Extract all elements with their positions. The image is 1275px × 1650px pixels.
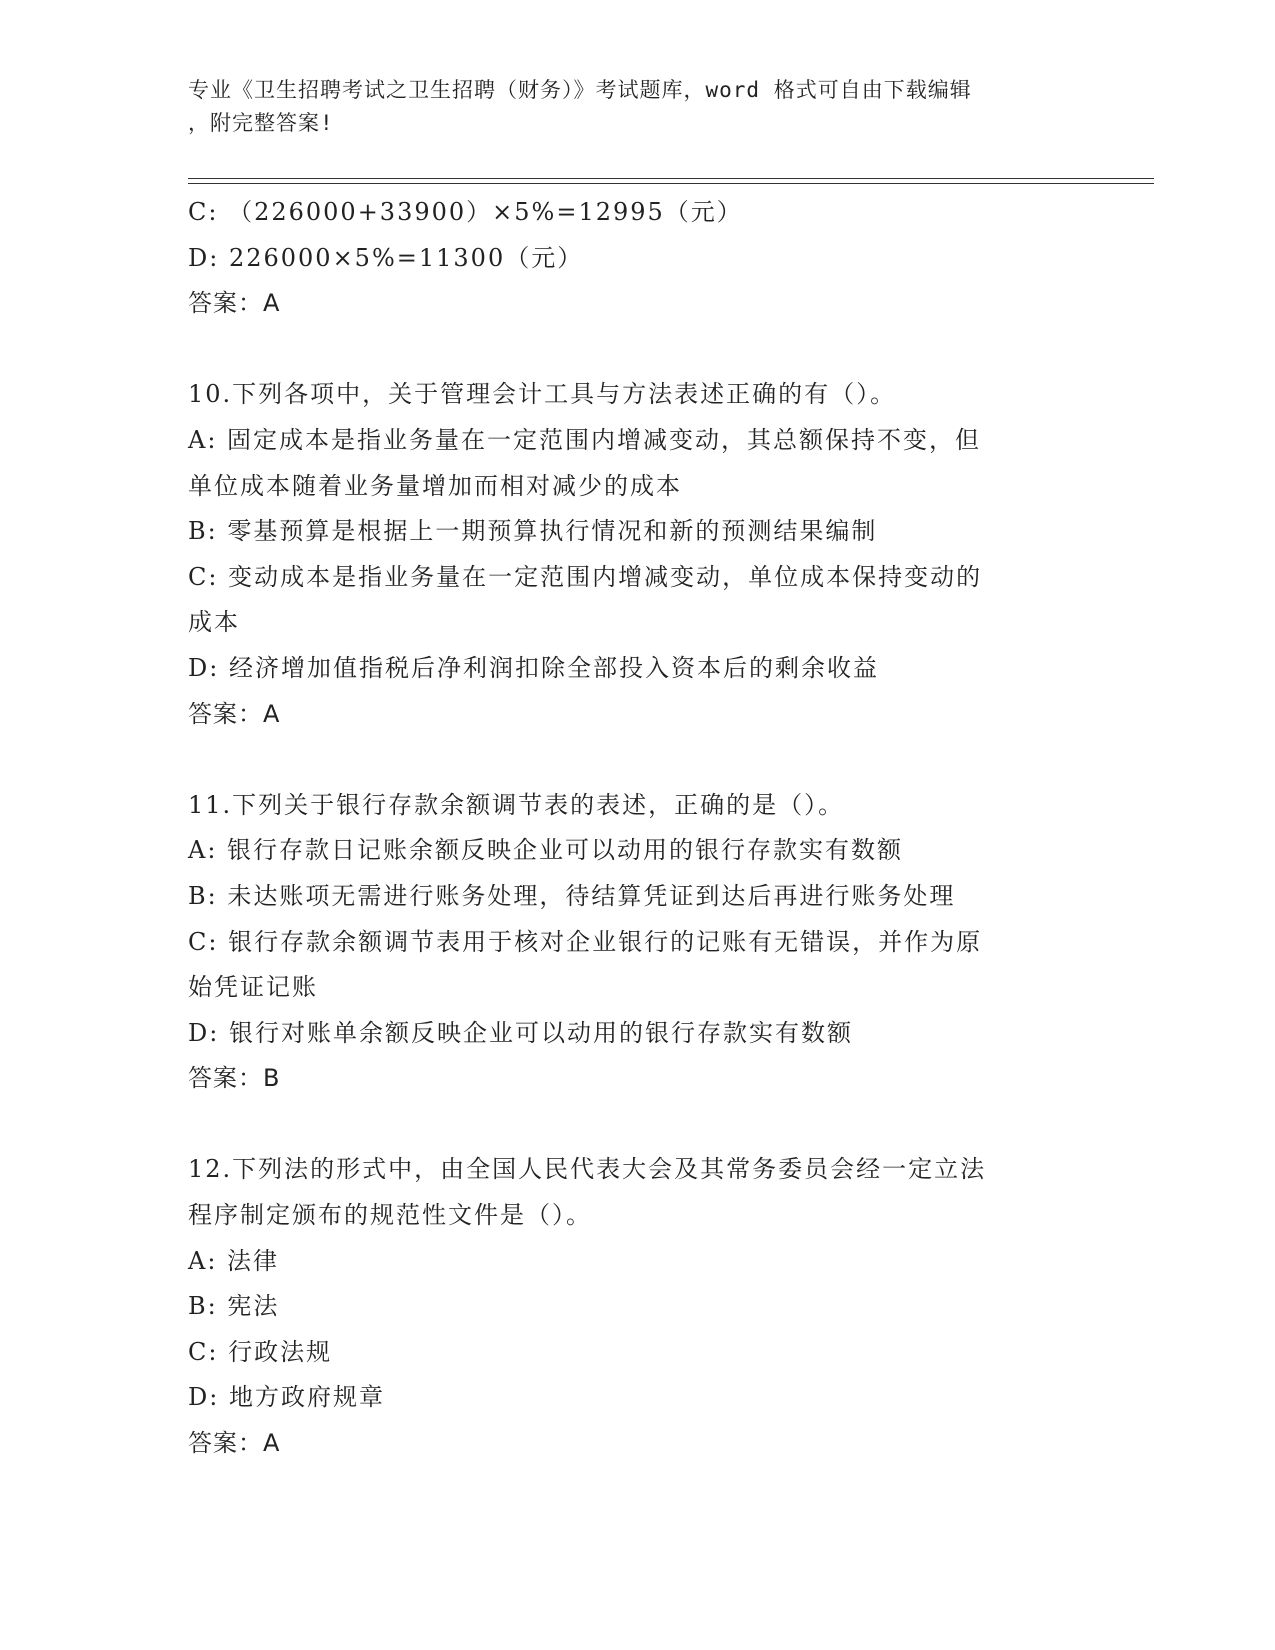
spacer	[188, 327, 1088, 373]
question-10	[188, 372, 1088, 737]
question-9-tail	[188, 190, 1088, 327]
header-title-line-1: 专业《卫生招聘考试之卫生招聘（财务）》考试题库，word 格式可自由下载编辑	[188, 78, 972, 102]
question-11	[188, 783, 1088, 1102]
answer-line: 答案：A	[188, 289, 281, 318]
option-c: C: （226000+33900）×5%=12995（元）	[188, 198, 743, 226]
option-b: B: 宪法	[188, 1292, 280, 1321]
spacer	[188, 1102, 1088, 1148]
option-a: A: 法律	[188, 1246, 280, 1275]
option-b: B: 未达账项无需进行账务处理，待结算凭证到达后再进行账务处理	[188, 881, 956, 910]
option-d: D: 经济增加值指税后净利润扣除全部投入资本后的剩余收益	[188, 653, 879, 682]
header-divider-top	[188, 178, 1154, 179]
option-b: B: 零基预算是根据上一期预算执行情况和新的预测结果编制	[188, 517, 878, 546]
option-d: D: 银行对账单余额反映企业可以动用的银行存款实有数额	[188, 1018, 853, 1047]
answer-line: 答案：B	[188, 1064, 281, 1093]
question-stem: 12.下列法的形式中，由全国人民代表大会及其常务委员会经一定立法	[188, 1155, 987, 1184]
option-c: C: 银行存款余额调节表用于核对企业银行的记账有无错误，并作为原	[188, 927, 983, 956]
question-list	[188, 190, 1088, 1467]
question-stem-continued: 程序制定颁布的规范性文件是（）。	[188, 1201, 592, 1230]
question-stem: 11.下列关于银行存款余额调节表的表述，正确的是（）。	[188, 790, 845, 819]
option-a: A: 银行存款日记账余额反映企业可以动用的银行存款实有数额	[188, 836, 904, 865]
option-c-continued: 始凭证记账	[188, 973, 318, 1002]
answer-line: 答案：A	[188, 699, 281, 728]
option-c: C: 变动成本是指业务量在一定范围内增减变动，单位成本保持变动的	[188, 562, 983, 591]
option-a-continued: 单位成本随着业务量增加而相对减少的成本	[188, 471, 682, 500]
answer-line: 答案：A	[188, 1429, 281, 1458]
option-d: D: 226000×5%=11300（元）	[188, 243, 584, 272]
question-stem: 10.下列各项中，关于管理会计工具与方法表述正确的有（）。	[188, 380, 897, 409]
spacer	[188, 737, 1088, 783]
document-header	[188, 74, 1088, 140]
header-divider-bottom	[188, 183, 1154, 184]
option-c-continued: 成本	[188, 608, 240, 637]
option-a: A: 固定成本是指业务量在一定范围内增减变动，其总额保持不变，但	[188, 425, 982, 454]
option-c: C: 行政法规	[188, 1337, 333, 1366]
header-title-line-2: ，附完整答案!	[188, 111, 334, 135]
option-d: D: 地方政府规章	[188, 1383, 385, 1412]
question-12	[188, 1147, 1088, 1466]
